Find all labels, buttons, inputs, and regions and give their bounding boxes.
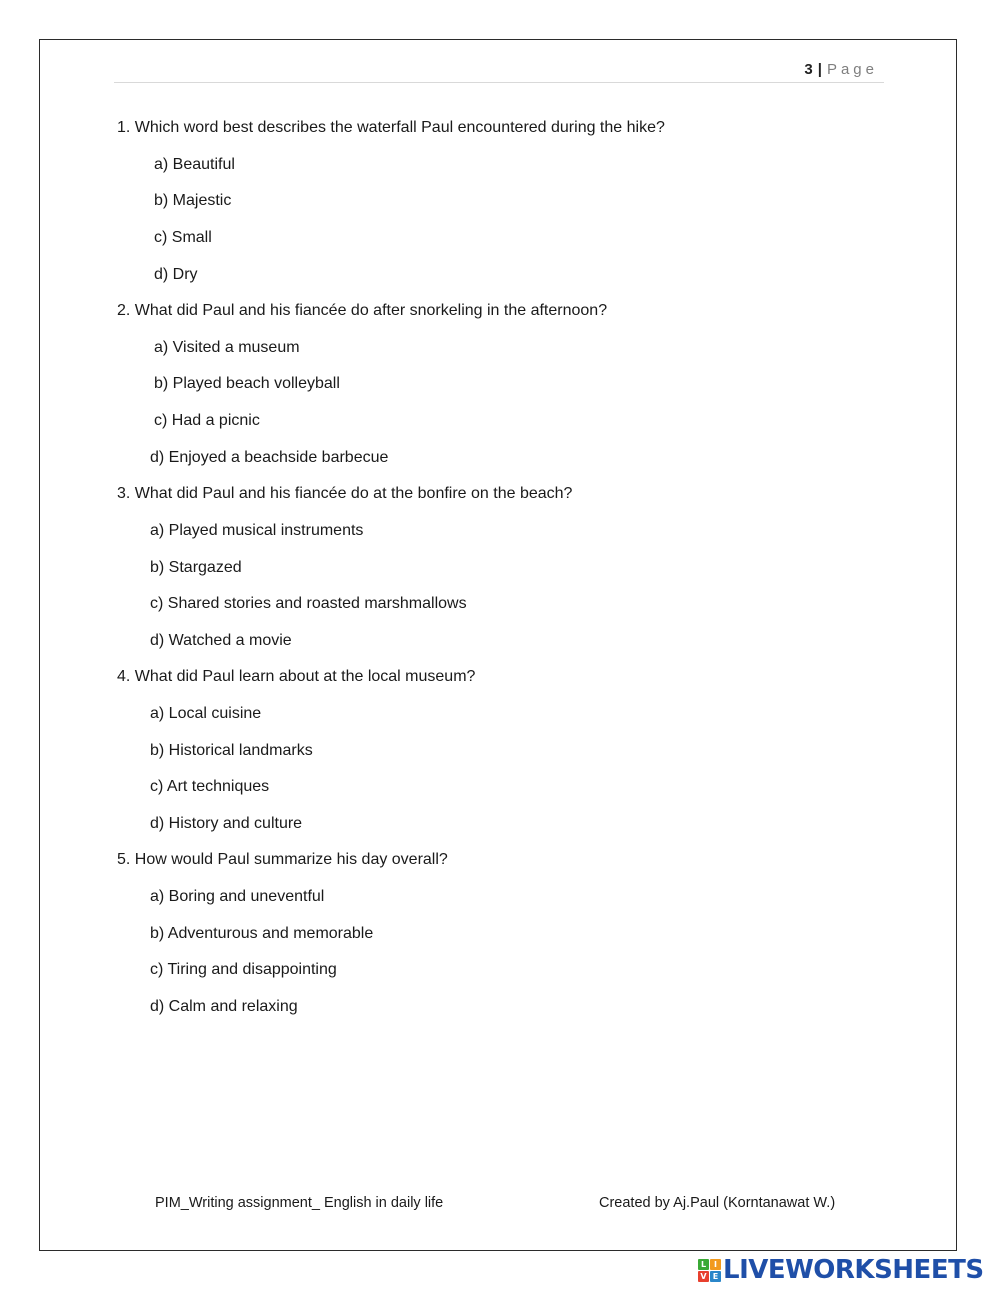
logo-block: E [710,1271,721,1282]
question-1-option-b: b) Majestic [154,192,232,209]
liveworksheets-logo [698,1255,984,1285]
question-5-option-a: a) Boring and uneventful [150,888,325,905]
page-number-label [804,60,878,80]
page-header [114,58,884,83]
question-2-option-a: a) Visited a museum [154,339,300,356]
logo-block: V [698,1271,709,1282]
question-2-option-b: b) Played beach volleyball [154,375,340,392]
logo-block: L [698,1259,709,1270]
question-2-option-d: d) Enjoyed a beachside barbecue [150,449,389,466]
question-4-option-b: b) Historical landmarks [150,742,313,759]
page-word: Page [826,61,878,78]
footer-author-label: Created by Aj.Paul (Korntanawat W.) [599,1195,836,1211]
logo-block: I [710,1259,721,1270]
question-3-option-c: c) Shared stories and roasted marshmallows [150,595,467,612]
question-1-option-c: c) Small [154,229,212,246]
question-4-option-a: a) Local cuisine [150,705,262,722]
question-1-option-a: a) Beautiful [154,156,235,173]
footer-course-label: PIM_Writing assignment_ English in daily life [155,1195,444,1211]
question-3-option-b: b) Stargazed [150,559,242,576]
question-1: 1. Which word best describes the waterfall Paul encountered during the hike? [117,119,665,136]
logo-blocks-icon [698,1259,721,1282]
logo-text: LIVEWORKSHEETS [723,1255,984,1285]
question-4-option-c: c) Art techniques [150,778,270,795]
question-2-option-c: c) Had a picnic [154,412,260,429]
question-1-option-d: d) Dry [154,266,198,283]
question-5: 5. How would Paul summarize his day overall? [117,851,448,868]
question-3: 3. What did Paul and his fiancée do at the bonfire on the beach? [117,485,573,502]
question-4-option-d: d) History and culture [150,815,303,832]
page-number: 3 [804,61,813,78]
question-3-option-d: d) Watched a movie [150,632,292,649]
question-3-option-a: a) Played musical instruments [150,522,364,539]
question-2: 2. What did Paul and his fiancée do after snorkeling in the afternoon? [117,302,608,319]
question-5-option-d: d) Calm and relaxing [150,998,298,1015]
question-4: 4. What did Paul learn about at the local museum? [117,668,476,685]
question-5-option-c: c) Tiring and disappointing [150,961,337,978]
question-5-option-b: b) Adventurous and memorable [150,925,374,942]
page-separator: | [817,61,822,78]
